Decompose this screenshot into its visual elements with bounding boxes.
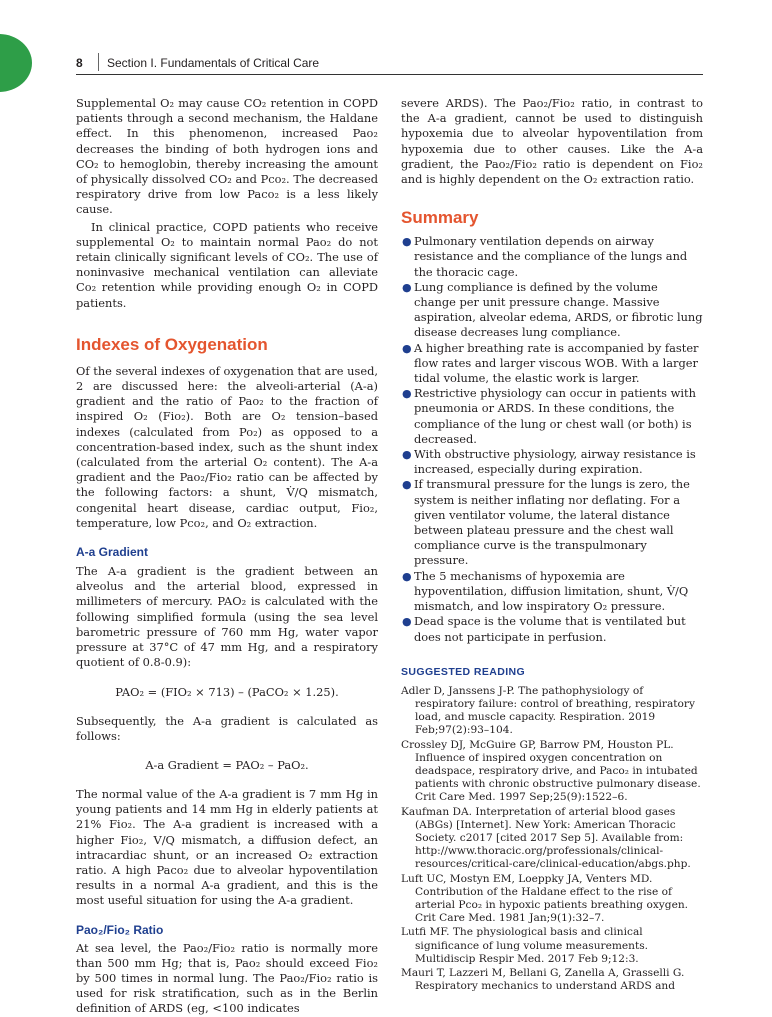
summary-item: ● The 5 mechanisms of hypoxemia are hypoventilation, diffusion limitation, shunt, V̇/Q mismatch, and low inspiratory O₂ pressure.	[402, 568, 689, 614]
summary-item: ● Lung compliance is defined by the volume change per unit pressure change. Massive aspiration, alveolar edema, ARDS, or fibrotic lung disease decreases lung compliance.	[402, 279, 703, 340]
section-title: Section I. Fundamentals of Critical Care	[107, 56, 320, 70]
aa-paragraph-3: The normal value of the A-a gradient is 7 mm Hg in young patients and 14 mm Hg in elderly patients at 21% Fio₂. The A-a gradient is increased with a higher Fio₂, V/Q mismatch, a diffusion defect, an intracardiac shunt, or an increased O₂ extraction ratio. A high Paco₂ due to alveolar hypoventilation results in a normal A-a gradient, and this is the most useful situation for using the A-a gradient.	[76, 786, 378, 908]
bullet-icon: ●	[402, 569, 412, 583]
reference-item: Mauri T, Lazzeri M, Bellani G, Zanella A, Grasselli G. Respiratory mechanics to understand ARDS and	[401, 966, 685, 993]
ratio-heading: Pao₂/Fio₂ Ratio	[76, 922, 164, 937]
equation-aa-gradient: A-a Gradient = PAO₂ – PaO₂.	[145, 757, 309, 772]
summary-item: ● Dead space is the volume that is ventilated but does not participate in perfusion.	[402, 614, 686, 644]
indexes-heading: Indexes of Oxygenation	[76, 334, 268, 354]
summary-heading: Summary	[401, 208, 479, 228]
summary-item: ● If transmural pressure for the lungs is zero, the system is neither inflating nor deflating. For a given ventilator volume, the lateral distance between plateau pressure and the chest wall compliance curve is the transpulmonary pressure.	[402, 477, 690, 568]
summary-item: ● A higher breathing rate is accompanied by faster flow rates and larger viscous WOB. With a larger tidal volume, the elastic work is larger.	[402, 340, 699, 386]
intro-paragraph-1: Supplemental O₂ may cause CO₂ retention in COPD patients through a second mechanism, the Haldane effect. In this phenomenon, increased Pao₂ decreases the binding of both hydrogen ions and CO₂ to hemoglobin, thereby increasing the amount of physically dissolved CO₂ and Pco₂. The decreased respiratory drive from low Paco₂ is a less likely cause.	[76, 96, 378, 217]
page-number: 8	[76, 56, 83, 70]
reference-item: Luft UC, Mostyn EM, Loeppky JA, Venters MD. Contribution of the Haldane effect to the rise of arterial Pco₂ in hypoxic patients breathing oxygen. Crit Care Med. 1981 Jan;9(1):32–7.	[401, 872, 689, 925]
summary-item: ● Restrictive physiology can occur in patients with pneumonia or ARDS. In these conditions, the compliance of the lung or chest wall (or both) is decreased.	[402, 386, 696, 446]
right-column	[401, 96, 703, 994]
suggested-reading-heading: SUGGESTED READING	[401, 665, 526, 678]
bullet-icon: ●	[402, 235, 412, 249]
reference-item: Crossley DJ, McGuire GP, Barrow PM, Houston PL. Influence of inspired oxygen concentration on deadspace, respiratory drive, and Paco₂ in intubated patients with chronic obstructive pulmonary disease. Crit Care Med. 1997 Sep;25(9):1522–6.	[401, 738, 701, 804]
reference-list	[401, 685, 703, 994]
equation-alveolar-o2: PAO₂ = (FIO₂ × 713) – (PaCO₂ × 1.25).	[115, 684, 339, 699]
aa-paragraph-2: Subsequently, the A-a gradient is calculated as follows:	[76, 713, 378, 743]
bullet-icon: ●	[402, 478, 412, 492]
reference-item: Adler D, Janssens J-P. The pathophysiology of respiratory failure: control of breathing, respiratory load, and muscle capacity. Respiration. 2019 Feb;97(2):93–104.	[401, 684, 695, 737]
aa-gradient-heading: A-a Gradient	[76, 545, 149, 560]
header-divider	[98, 53, 99, 71]
reference-item: Kaufman DA. Interpretation of arterial blood gases (ABGs) [Internet]. New York: American Thoracic Society. c2017 [cited 2017 Sep 5]. Available from: http://www.thoracic.org/professionals/clinical-resources/critical-care/clinical-education/abgs.php.	[401, 805, 691, 871]
bullet-icon: ●	[402, 448, 412, 462]
left-column	[76, 96, 378, 1017]
reference-item: Lutfi MF. The physiological basis and clinical significance of lung volume measurements. Multidiscip Respir Med. 2017 Feb 9;12:3.	[401, 926, 649, 965]
bullet-icon: ●	[402, 387, 412, 401]
ratio-paragraph: At sea level, the Pao₂/Fio₂ ratio is normally more than 500 mm Hg; that is, Pao₂ should exceed Fio₂ by 500 times in normal lung. The Pao₂/Fio₂ ratio is used for risk stratification, such as in the Berlin definition of ARDS (eg, <100 indicates	[76, 940, 378, 1016]
indexes-paragraph: Of the several indexes of oxygenation that are used, 2 are discussed here: the alveoli-arterial (A-a) gradient and the ratio of Pao₂ to the fraction of inspired O₂ (Fio₂). Both are O₂ tension–based indexes (calculated from Po₂) as opposed to a concentration-based index, such as the shunt index (calculated from the arterial O₂ content). The A-a gradient and the Pao₂/Fio₂ ratio can be affected by the following factors: a shunt, V̇/Q mismatch, congenital heart disease, cardiac output, Fio₂, temperature, low Pco₂, and O₂ extraction.	[76, 363, 378, 530]
summary-item: ● Pulmonary ventilation depends on airway resistance and the compliance of the lungs and the thoracic cage.	[402, 234, 688, 279]
bullet-icon: ●	[402, 615, 412, 629]
bullet-icon: ●	[402, 280, 412, 294]
bullet-icon: ●	[402, 341, 412, 355]
chapter-tab-marker	[0, 34, 32, 92]
intro-paragraph-2: In clinical practice, COPD patients who receive supplemental O₂ to maintain normal Pao₂ do not retain clinically significant levels of CO₂. The use of noninvasive mechanical ventilation can alleviate Co₂ retention while providing enough O₂ in COPD patients.	[76, 219, 378, 310]
ratio-continued-paragraph: severe ARDS). The Pao₂/Fio₂ ratio, in contrast to the A-a gradient, cannot be used to distinguish hypoxemia due to alveolar hypoventilation from hypoxemia due to other causes. Like the A-a gradient, the Pao₂/Fio₂ ratio is dependent on Fio₂ and is highly dependent on the O₂ extraction ratio.	[401, 96, 703, 187]
summary-list	[401, 234, 703, 644]
header-rule	[76, 74, 703, 75]
aa-paragraph-1: The A-a gradient is the gradient between an alveolus and the arterial blood, expressed in millimeters of mercury. PAO₂ is calculated with the following simplified formula (using the sea level barometric pressure of 760 mm Hg, water vapor pressure at 37°C of 47 mm Hg, and a respiratory quotient of 0.8-0.9):	[76, 564, 378, 670]
summary-item: ● With obstructive physiology, airway resistance is increased, especially during expiration.	[402, 447, 696, 477]
